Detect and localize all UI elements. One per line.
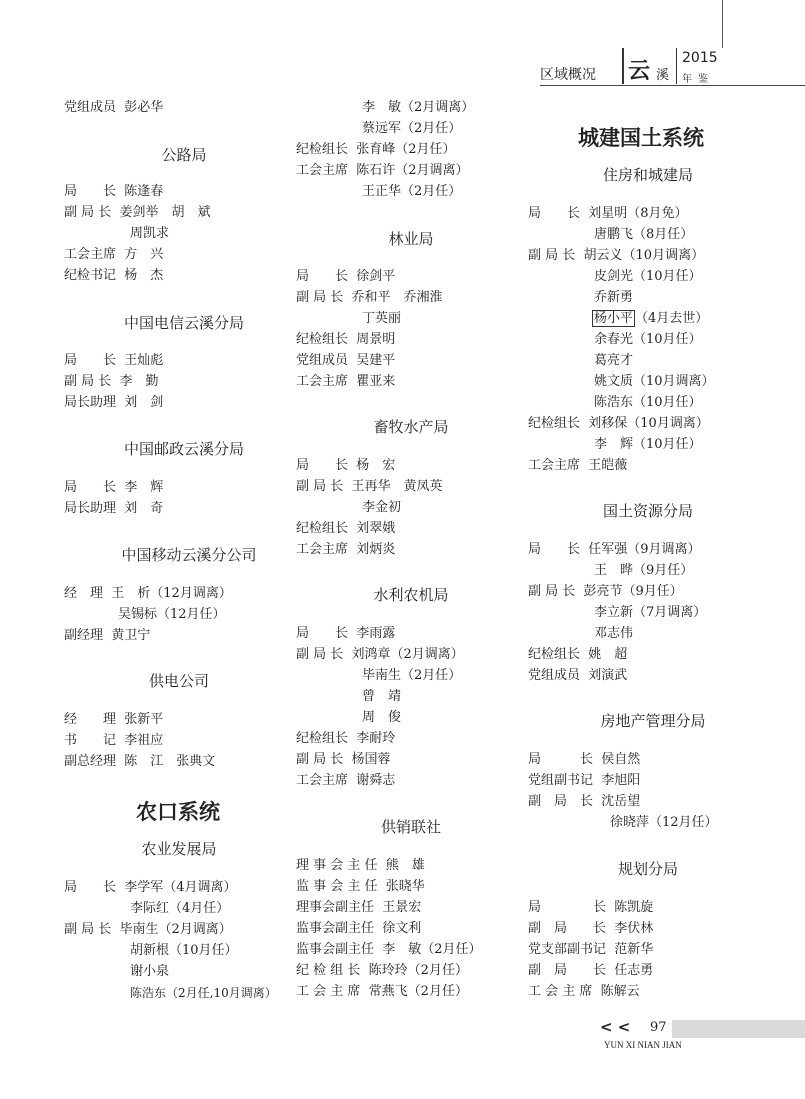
position-title: 副总经理 bbox=[64, 754, 117, 769]
list-item bbox=[296, 750, 391, 770]
yearbook-label: 年鉴 bbox=[682, 74, 714, 85]
org-heading-zhufang: 住房和城建局 bbox=[602, 166, 693, 184]
position-title: 经 理 bbox=[64, 712, 117, 727]
position-title: 党支部副书记 bbox=[528, 942, 607, 957]
person-name: 王景宏 bbox=[382, 900, 422, 915]
org-heading-nongye: 农业发展局 bbox=[141, 840, 217, 858]
list-item bbox=[528, 898, 653, 918]
list-item bbox=[296, 351, 395, 371]
person-name: 陈逢春 bbox=[124, 184, 164, 199]
list-item bbox=[528, 750, 640, 770]
list-item bbox=[64, 499, 163, 519]
list-item: 葛亮才 bbox=[594, 353, 634, 368]
list-item bbox=[296, 477, 443, 497]
list-item: 蔡远军（2月任） bbox=[362, 121, 462, 136]
list-item bbox=[296, 140, 456, 160]
position-title: 纪检书记 bbox=[64, 268, 117, 283]
list-item bbox=[296, 288, 443, 308]
position-title: 副 局 长 bbox=[296, 752, 344, 767]
person-name: 姚 超 bbox=[588, 647, 628, 662]
list-item: 皮剑光（10月任） bbox=[594, 269, 702, 284]
logo-char-xi: 溪 bbox=[656, 68, 670, 83]
list-item bbox=[528, 540, 701, 560]
page-header bbox=[0, 0, 805, 90]
position-title: 经 理 bbox=[64, 586, 104, 601]
list-item bbox=[296, 877, 425, 897]
list-item bbox=[64, 182, 163, 202]
org-heading-gongxiao: 供销联社 bbox=[380, 818, 441, 836]
list-item bbox=[528, 771, 640, 791]
person-name: 刘鸿章（2月调离） bbox=[351, 647, 464, 662]
person-name: 李旭阳 bbox=[601, 773, 641, 788]
person-name: 刘星明（8月免） bbox=[588, 206, 688, 221]
list-item bbox=[528, 961, 653, 981]
list-item: 周凯求 bbox=[130, 226, 170, 241]
person-name: 李祖应 bbox=[124, 733, 164, 748]
position-title: 副 局 长 bbox=[528, 963, 607, 978]
position-title: 局长助理 bbox=[64, 501, 117, 516]
list-item bbox=[296, 856, 425, 876]
position-title: 局 长 bbox=[528, 900, 607, 915]
list-item bbox=[64, 920, 232, 940]
person-name: 徐剑平 bbox=[356, 269, 396, 284]
position-title: 局 长 bbox=[528, 752, 594, 767]
person-name: 刘炳炎 bbox=[356, 542, 396, 557]
person-name: 陈 江 张典文 bbox=[124, 754, 216, 769]
position-title: 工会主席 bbox=[296, 374, 349, 389]
position-title: 工会主席 bbox=[296, 163, 349, 178]
position-title: 纪检组长 bbox=[296, 521, 349, 536]
list-item: 谢小泉 bbox=[130, 964, 170, 979]
position-title: 工 会 主 席 bbox=[296, 984, 361, 999]
list-item: 李金初 bbox=[362, 500, 402, 515]
header-divider-vertical bbox=[722, 0, 723, 48]
list-item bbox=[528, 792, 640, 812]
list-item bbox=[296, 982, 468, 1002]
list-item bbox=[296, 729, 395, 749]
list-item: 姚文质（10月调离） bbox=[594, 374, 715, 389]
person-name: 李雨露 bbox=[356, 626, 396, 641]
list-item: 王正华（2月任） bbox=[362, 184, 462, 199]
position-title: 党组成员 bbox=[64, 100, 117, 115]
list-item bbox=[64, 203, 211, 223]
person-name: 李耐玲 bbox=[356, 731, 396, 746]
person-name: 刘翠娥 bbox=[356, 521, 396, 536]
list-item bbox=[64, 752, 215, 772]
list-item: 唐鹏飞（8月任） bbox=[594, 227, 694, 242]
list-item bbox=[64, 584, 232, 604]
list-item bbox=[296, 267, 395, 287]
person-name: 徐文利 bbox=[382, 921, 422, 936]
list-item bbox=[528, 940, 653, 960]
list-item: 乔新勇 bbox=[594, 290, 634, 305]
person-name: 彭必华 bbox=[124, 100, 164, 115]
person-name: 乔和平 乔湘淮 bbox=[351, 290, 443, 305]
list-item: 李 敏（2月调离） bbox=[362, 100, 475, 115]
list-item: 邓志伟 bbox=[594, 626, 634, 641]
position-title: 工会主席 bbox=[296, 542, 349, 557]
person-name: 熊 雄 bbox=[385, 858, 425, 873]
list-item bbox=[64, 626, 150, 646]
person-name: 姜剑举 胡 斌 bbox=[119, 205, 211, 220]
list-item: 胡新根（10月任） bbox=[130, 943, 238, 958]
org-heading-gonglu: 公路局 bbox=[161, 146, 207, 164]
position-title: 纪检组长 bbox=[296, 332, 349, 347]
position-title: 局 长 bbox=[64, 184, 117, 199]
org-heading-guotu: 国土资源分局 bbox=[602, 502, 693, 520]
list-item bbox=[64, 245, 163, 265]
position-title: 工 会 主 席 bbox=[528, 984, 593, 999]
list-item bbox=[64, 710, 163, 730]
org-heading-linye: 林业局 bbox=[388, 230, 434, 248]
position-title: 纪检组长 bbox=[528, 647, 581, 662]
list-item bbox=[64, 478, 163, 498]
position-title: 局 长 bbox=[64, 353, 117, 368]
person-name: 王灿彪 bbox=[124, 353, 164, 368]
list-item: 李际红（4月任） bbox=[130, 901, 230, 916]
person-name: 陈玲玲（2月任） bbox=[368, 963, 468, 978]
list-item: 李立新（7月调离） bbox=[594, 605, 707, 620]
person-name: 王再华 黄凤英 bbox=[351, 479, 443, 494]
position-title: 局 长 bbox=[296, 626, 349, 641]
person-name: 谢舜志 bbox=[356, 773, 396, 788]
list-item bbox=[64, 878, 237, 898]
logo-char-yun: 云 bbox=[628, 58, 651, 84]
person-name: 黄卫宁 bbox=[111, 628, 151, 643]
header-divider bbox=[622, 48, 624, 84]
footer-bar bbox=[672, 1020, 805, 1038]
header-divider-2 bbox=[676, 48, 677, 84]
list-item bbox=[296, 940, 482, 960]
position-title: 理事会副主任 bbox=[296, 900, 375, 915]
person-name: 李伏林 bbox=[614, 921, 654, 936]
list-item bbox=[296, 624, 395, 644]
list-item bbox=[64, 372, 159, 392]
position-title: 副 局 长 bbox=[296, 647, 344, 662]
org-heading-youzheng: 中国邮政云溪分局 bbox=[123, 440, 244, 458]
org-heading-guihua: 规划分局 bbox=[617, 860, 678, 878]
person-name: 杨国蓉 bbox=[351, 752, 391, 767]
person-name: 毕南生（2月调离） bbox=[119, 922, 232, 937]
list-item bbox=[528, 645, 627, 665]
position-title: 工会主席 bbox=[64, 247, 117, 262]
position-title: 工会主席 bbox=[528, 458, 581, 473]
person-name: 杨 宏 bbox=[356, 458, 396, 473]
list-item bbox=[64, 351, 163, 371]
position-title: 副 局 长 bbox=[64, 205, 112, 220]
person-name: 杨 杰 bbox=[124, 268, 164, 283]
list-item: 陈浩东（2月任,10月调离） bbox=[130, 986, 277, 1000]
person-name: 陈解云 bbox=[600, 984, 640, 999]
person-name: 张晓华 bbox=[385, 879, 425, 894]
person-name: 陈凯旋 bbox=[614, 900, 654, 915]
position-title: 纪检组长 bbox=[528, 416, 581, 431]
list-item bbox=[64, 393, 163, 413]
person-name: 侯自然 bbox=[601, 752, 641, 767]
system-heading-nongkou: 农口系统 bbox=[136, 799, 220, 824]
list-item bbox=[528, 582, 683, 602]
list-item bbox=[528, 666, 627, 686]
position-title: 局 长 bbox=[296, 458, 349, 473]
person-name: 刘 奇 bbox=[124, 501, 164, 516]
list-item bbox=[528, 204, 688, 224]
person-name: 李学军（4月调离） bbox=[124, 880, 237, 895]
list-item bbox=[296, 898, 421, 918]
position-title: 副 局 长 bbox=[296, 290, 344, 305]
person-name: 刘 剑 bbox=[124, 395, 164, 410]
footer-arrows-icon: < < bbox=[600, 1018, 631, 1036]
position-title: 监事会副主任 bbox=[296, 942, 375, 957]
person-name: 张育峰（2月任） bbox=[356, 142, 456, 157]
system-heading-chengjian: 城建国土系统 bbox=[578, 125, 704, 150]
list-item: 余春光（10月任） bbox=[594, 332, 702, 347]
list-item bbox=[528, 414, 709, 434]
boxed-name: 杨小平 bbox=[594, 311, 634, 326]
position-title: 纪检组长 bbox=[296, 731, 349, 746]
position-title: 副经理 bbox=[64, 628, 104, 643]
person-name: 任军强（9月调离） bbox=[588, 542, 701, 557]
list-item bbox=[296, 961, 468, 981]
list-item: 李 辉（10月任） bbox=[594, 437, 702, 452]
person-name: 常燕飞（2月任） bbox=[368, 984, 468, 999]
list-item bbox=[296, 919, 421, 939]
position-title: 监 事 会 主 任 bbox=[296, 879, 378, 894]
person-name: 范新华 bbox=[614, 942, 654, 957]
list-item: 丁英丽 bbox=[362, 311, 402, 326]
list-item bbox=[296, 645, 464, 665]
position-title: 局 长 bbox=[528, 206, 581, 221]
position-title: 局 长 bbox=[64, 880, 117, 895]
list-item bbox=[296, 540, 395, 560]
person-name: 陈石许（2月调离） bbox=[356, 163, 469, 178]
position-title: 副 局 长 bbox=[296, 479, 344, 494]
position-title: 工会主席 bbox=[296, 773, 349, 788]
list-item bbox=[64, 98, 163, 118]
list-item: 周 俊 bbox=[362, 710, 402, 725]
person-name: 张新平 bbox=[124, 712, 164, 727]
position-title: 党组副书记 bbox=[528, 773, 594, 788]
header-rule bbox=[540, 85, 805, 86]
list-item bbox=[64, 266, 163, 286]
person-name: 李 勤 bbox=[119, 374, 159, 389]
person-name: 瞿亚来 bbox=[356, 374, 396, 389]
list-item bbox=[296, 519, 395, 539]
section-title: 区域概况 bbox=[540, 67, 596, 83]
list-item: 徐晓萍（12月任） bbox=[610, 815, 718, 830]
list-item bbox=[528, 456, 627, 476]
position-title: 副 局 长 bbox=[528, 794, 594, 809]
position-title: 监事会副主任 bbox=[296, 921, 375, 936]
person-name: 刘移保（10月调离） bbox=[588, 416, 709, 431]
position-title: 局 长 bbox=[528, 542, 581, 557]
org-heading-xumu: 畜牧水产局 bbox=[373, 418, 449, 436]
org-heading-gongdian: 供电公司 bbox=[148, 672, 209, 690]
person-name: 李 辉 bbox=[124, 480, 164, 495]
person-name: 刘演武 bbox=[588, 668, 628, 683]
list-item bbox=[528, 919, 653, 939]
position-title: 理 事 会 主 任 bbox=[296, 858, 378, 873]
org-heading-fangdichan: 房地产管理分局 bbox=[600, 712, 706, 730]
list-item bbox=[64, 731, 163, 751]
org-heading-yidong: 中国移动云溪分公司 bbox=[121, 546, 257, 564]
person-name: 王皑薇 bbox=[588, 458, 628, 473]
position-title: 书 记 bbox=[64, 733, 117, 748]
position-title: 局 长 bbox=[64, 480, 117, 495]
org-heading-dianxin: 中国电信云溪分局 bbox=[123, 314, 244, 332]
position-title: 局长助理 bbox=[64, 395, 117, 410]
list-item: 毕南生（2月任） bbox=[362, 668, 462, 683]
position-title: 副 局 长 bbox=[528, 248, 576, 263]
list-item bbox=[296, 771, 395, 791]
footer-title: YUN XI NIAN JIAN bbox=[604, 1040, 682, 1050]
annotation: （4月去世） bbox=[635, 311, 709, 326]
person-name: 彭亮节（9月任） bbox=[583, 584, 683, 599]
person-name: 王 析（12月调离） bbox=[111, 586, 232, 601]
person-name: 吴建平 bbox=[356, 353, 396, 368]
person-name: 任志勇 bbox=[614, 963, 654, 978]
org-heading-shuili: 水利农机局 bbox=[373, 586, 449, 604]
list-item bbox=[296, 372, 395, 392]
position-title: 局 长 bbox=[296, 269, 349, 284]
position-title: 纪 检 组 长 bbox=[296, 963, 361, 978]
page-number: 97 bbox=[650, 1020, 667, 1035]
position-title: 党组成员 bbox=[296, 353, 349, 368]
position-title: 副 局 长 bbox=[528, 921, 607, 936]
list-item: 曾 靖 bbox=[362, 689, 402, 704]
list-item bbox=[296, 161, 469, 181]
position-title: 纪检组长 bbox=[296, 142, 349, 157]
list-item bbox=[528, 982, 640, 1002]
position-title: 副 局 长 bbox=[64, 374, 112, 389]
list-item bbox=[296, 456, 395, 476]
list-item bbox=[592, 309, 708, 329]
position-title: 党组成员 bbox=[528, 668, 581, 683]
position-title: 副 局 长 bbox=[64, 922, 112, 937]
person-name: 胡云义（10月调离） bbox=[583, 248, 705, 263]
yearbook-year: 2015 bbox=[682, 50, 718, 66]
person-name: 沈岳望 bbox=[601, 794, 641, 809]
position-title: 副 局 长 bbox=[528, 584, 576, 599]
person-name: 方 兴 bbox=[124, 247, 164, 262]
list-item bbox=[296, 330, 395, 350]
person-name: 李 敏（2月任） bbox=[382, 942, 482, 957]
list-item: 陈浩东（10月任） bbox=[594, 395, 702, 410]
list-item bbox=[528, 246, 704, 266]
list-item: 王 晔（9月任） bbox=[594, 563, 694, 578]
person-name: 周景明 bbox=[356, 332, 396, 347]
list-item: 吴锡标（12月任） bbox=[118, 607, 226, 622]
